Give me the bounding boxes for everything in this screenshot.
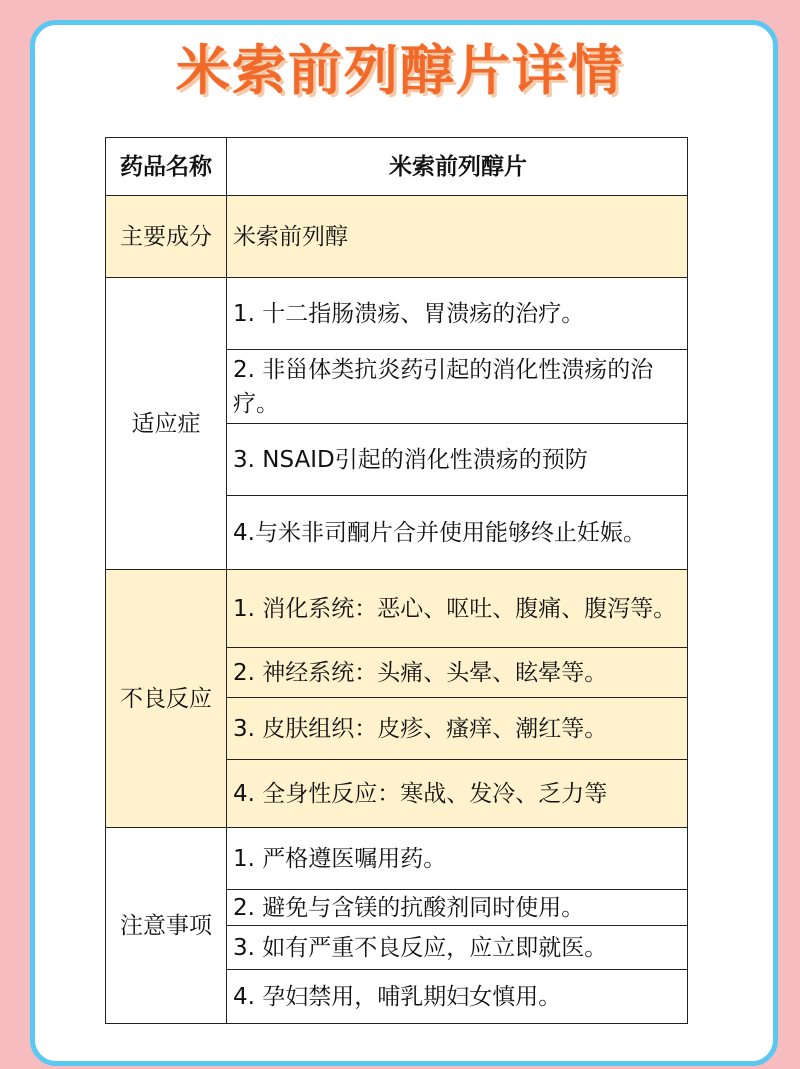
precaution-item: 1. 严格遵医嘱用药。	[227, 828, 688, 890]
ingredient-row	[106, 196, 688, 278]
indication-item: 1. 十二指肠溃疡、胃溃疡的治疗。	[227, 278, 688, 350]
indication-item: 4.与米非司酮片合并使用能够终止妊娠。	[227, 496, 688, 570]
table-row	[106, 570, 688, 648]
precaution-item: 3. 如有严重不良反应，应立即就医。	[227, 926, 688, 970]
indications-label: 适应症	[106, 278, 227, 570]
indication-item: 2. 非甾体类抗炎药引起的消化性溃疡的治疗。	[227, 350, 688, 424]
drug-info-table	[105, 137, 688, 1024]
ingredient-value: 米索前列醇	[227, 196, 688, 278]
precautions-label: 注意事项	[106, 828, 227, 1024]
adverse-item: 3. 皮肤组织：皮疹、瘙痒、潮红等。	[227, 698, 688, 760]
page-title: 米索前列醇片详情	[176, 39, 624, 102]
adverse-item: 4. 全身性反应：寒战、发冷、乏力等	[227, 760, 688, 828]
header-label: 药品名称	[106, 138, 227, 196]
indication-item: 3. NSAID引起的消化性溃疡的预防	[227, 424, 688, 496]
precaution-item: 4. 孕妇禁用，哺乳期妇女慎用。	[227, 970, 688, 1024]
adverse-item: 1. 消化系统：恶心、呕吐、腹痛、腹泻等。	[227, 570, 688, 648]
table-row	[106, 278, 688, 350]
adverse-label: 不良反应	[106, 570, 227, 828]
precaution-item: 2. 避免与含镁的抗酸剂同时使用。	[227, 890, 688, 926]
adverse-item: 2. 神经系统：头痛、头晕、眩晕等。	[227, 648, 688, 698]
table-header-row	[106, 138, 688, 196]
table-row	[106, 828, 688, 890]
header-drug-name: 米索前列醇片	[227, 138, 688, 196]
ingredient-label: 主要成分	[106, 196, 227, 278]
